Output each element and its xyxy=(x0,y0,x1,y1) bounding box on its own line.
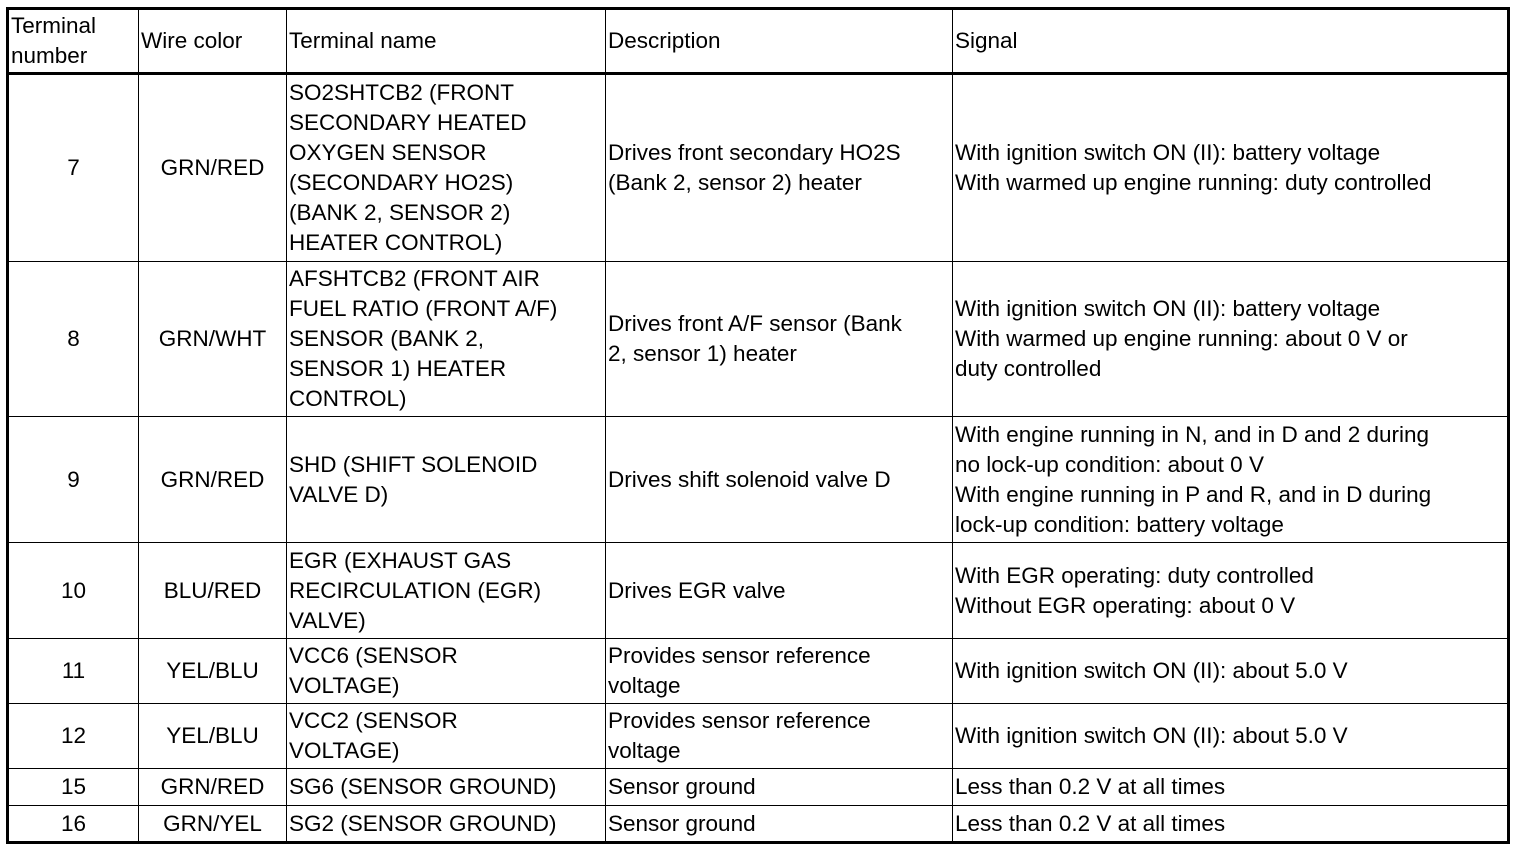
header-terminal-name: Terminal name xyxy=(287,9,606,74)
description-line: Drives shift solenoid valve D xyxy=(608,466,891,492)
terminal-name-line: SG6 (SENSOR GROUND) xyxy=(289,774,557,799)
terminal-name-cell xyxy=(287,543,606,639)
signal-line: With EGR operating: duty controlled xyxy=(955,562,1314,588)
table-row xyxy=(8,704,1509,769)
terminal-name-line: (BANK 2, SENSOR 2) xyxy=(289,200,511,225)
terminal-name-line: OXYGEN SENSOR xyxy=(289,140,487,165)
terminal-name-line: VCC6 (SENSOR xyxy=(289,643,458,668)
description-line: voltage xyxy=(608,738,681,763)
terminal-number-cell: 7 xyxy=(8,74,139,262)
terminal-name-line: VALVE D) xyxy=(289,481,389,507)
table-body xyxy=(8,74,1509,843)
table-row xyxy=(8,639,1509,704)
terminal-name-line: SENSOR 1) HEATER xyxy=(289,356,507,381)
signal-cell xyxy=(953,262,1509,417)
terminal-name-line: FUEL RATIO (FRONT A/F) xyxy=(289,296,558,321)
description-line: (Bank 2, sensor 2) heater xyxy=(608,170,862,195)
terminal-name-cell xyxy=(287,806,606,843)
description-line: Drives front A/F sensor (Bank xyxy=(608,311,902,336)
terminal-number-cell: 10 xyxy=(8,543,139,639)
wire-color-cell: GRN/YEL xyxy=(139,806,287,843)
terminal-name-line: SENSOR (BANK 2, xyxy=(289,326,485,351)
description-line: Drives EGR valve xyxy=(608,577,786,603)
description-line: Sensor ground xyxy=(608,810,756,836)
terminal-name-line: HEATER CONTROL) xyxy=(289,230,503,255)
terminal-name-line: AFSHTCB2 (FRONT AIR xyxy=(289,266,540,291)
wire-color-cell: YEL/BLU xyxy=(139,639,287,704)
table-header xyxy=(8,9,1509,74)
terminal-number-cell: 8 xyxy=(8,262,139,417)
signal-line: With engine running in N, and in D and 2 during xyxy=(955,421,1430,447)
description-line: Provides sensor reference xyxy=(608,643,871,668)
header-signal: Signal xyxy=(953,9,1509,74)
table-row xyxy=(8,769,1509,806)
signal-cell xyxy=(953,704,1509,769)
signal-line: With ignition switch ON (II): about 5.0 V xyxy=(955,723,1348,748)
header-row xyxy=(8,9,1509,74)
terminal-table xyxy=(6,7,1510,844)
terminal-name-line: EGR (EXHAUST GAS xyxy=(289,547,512,573)
signal-cell xyxy=(953,639,1509,704)
table-row xyxy=(8,806,1509,843)
wire-color-cell: GRN/RED xyxy=(139,769,287,806)
wire-color-cell: GRN/WHT xyxy=(139,262,287,417)
terminal-name-line: VOLTAGE) xyxy=(289,738,400,763)
terminal-name-cell xyxy=(287,769,606,806)
signal-line: With warmed up engine running: about 0 V or xyxy=(955,326,1408,351)
terminal-name-cell xyxy=(287,639,606,704)
description-cell xyxy=(606,74,953,262)
signal-cell xyxy=(953,769,1509,806)
description-cell xyxy=(606,543,953,639)
signal-cell xyxy=(953,417,1509,543)
description-cell xyxy=(606,806,953,843)
wire-color-cell: YEL/BLU xyxy=(139,704,287,769)
wire-color-cell: BLU/RED xyxy=(139,543,287,639)
header-terminal-number-line: number xyxy=(11,43,88,68)
terminal-name-cell xyxy=(287,262,606,417)
header-terminal-number xyxy=(8,9,139,74)
terminal-name-line: SG2 (SENSOR GROUND) xyxy=(289,810,557,836)
description-line: Provides sensor reference xyxy=(608,708,871,733)
signal-line: Without EGR operating: about 0 V xyxy=(955,592,1296,618)
terminal-name-line: RECIRCULATION (EGR) xyxy=(289,577,542,603)
header-wire-color: Wire color xyxy=(139,9,287,74)
wire-color-cell: GRN/RED xyxy=(139,417,287,543)
description-cell xyxy=(606,417,953,543)
signal-cell xyxy=(953,543,1509,639)
terminal-name-line: CONTROL) xyxy=(289,386,407,411)
signal-line: With ignition switch ON (II): battery voltage xyxy=(955,296,1381,321)
terminal-name-line: (SECONDARY HO2S) xyxy=(289,170,514,195)
signal-line: With ignition switch ON (II): about 5.0 V xyxy=(955,658,1348,683)
description-line: Sensor ground xyxy=(608,774,756,799)
description-line: Drives front secondary HO2S xyxy=(608,140,901,165)
description-cell xyxy=(606,639,953,704)
terminal-number-cell: 11 xyxy=(8,639,139,704)
terminal-name-line: SO2SHTCB2 (FRONT xyxy=(289,80,515,105)
terminal-name-line: VCC2 (SENSOR xyxy=(289,708,458,733)
signal-line: duty controlled xyxy=(955,356,1102,381)
description-line: 2, sensor 1) heater xyxy=(608,341,797,366)
header-description: Description xyxy=(606,9,953,74)
table-row xyxy=(8,74,1509,262)
terminal-number-cell: 16 xyxy=(8,806,139,843)
signal-line: With ignition switch ON (II): battery voltage xyxy=(955,140,1381,165)
signal-line: no lock-up condition: about 0 V xyxy=(955,451,1264,477)
table-row xyxy=(8,543,1509,639)
signal-line: With warmed up engine running: duty controlled xyxy=(955,170,1432,195)
description-cell xyxy=(606,262,953,417)
terminal-name-cell xyxy=(287,74,606,262)
terminal-name-line: SECONDARY HEATED xyxy=(289,110,527,135)
wire-color-cell: GRN/RED xyxy=(139,74,287,262)
header-terminal-number-line: Terminal xyxy=(11,13,97,38)
table-row xyxy=(8,417,1509,543)
description-cell xyxy=(606,704,953,769)
terminal-name-cell xyxy=(287,704,606,769)
terminal-name-line: VALVE) xyxy=(289,607,366,633)
description-line: voltage xyxy=(608,673,681,698)
signal-line: With engine running in P and R, and in D during xyxy=(955,481,1432,507)
terminal-name-cell xyxy=(287,417,606,543)
signal-line: Less than 0.2 V at all times xyxy=(955,810,1226,836)
table-row xyxy=(8,262,1509,417)
signal-cell xyxy=(953,806,1509,843)
terminal-number-cell: 9 xyxy=(8,417,139,543)
signal-line: lock-up condition: battery voltage xyxy=(955,511,1284,537)
terminal-number-cell: 15 xyxy=(8,769,139,806)
terminal-number-cell: 12 xyxy=(8,704,139,769)
signal-line: Less than 0.2 V at all times xyxy=(955,774,1226,799)
terminal-name-line: SHD (SHIFT SOLENOID xyxy=(289,451,538,477)
terminal-name-line: VOLTAGE) xyxy=(289,673,400,698)
signal-cell xyxy=(953,74,1509,262)
description-cell xyxy=(606,769,953,806)
